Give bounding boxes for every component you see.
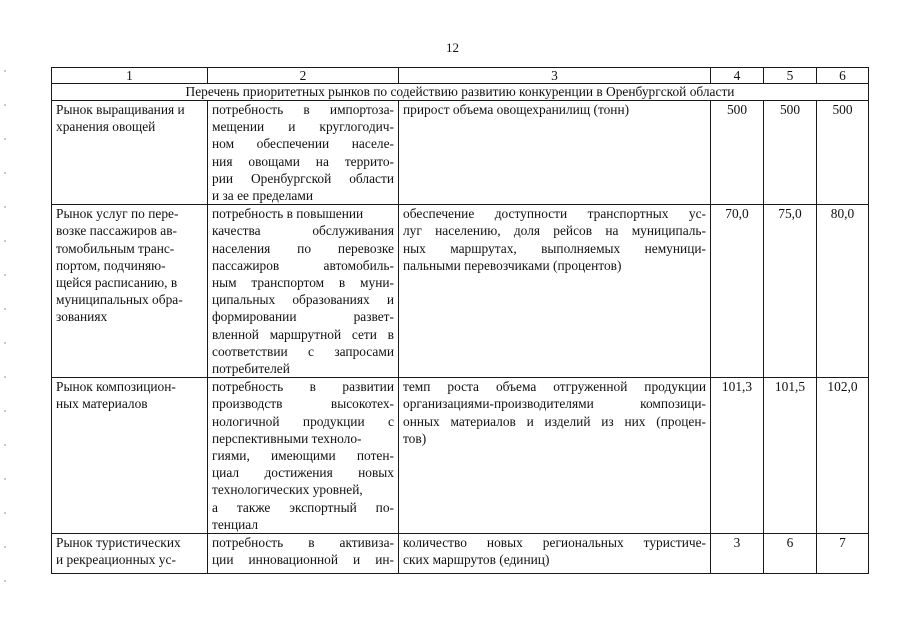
text-line: ным транспортом в муни- [212, 275, 394, 291]
text-line: пассажиров автомобиль- [212, 257, 394, 273]
text-line: Рынок выращивания и [56, 102, 185, 117]
market-name [52, 205, 208, 378]
text-line: потребность в активиза- [212, 535, 394, 551]
table-row [52, 205, 869, 378]
scan-margin-marks [4, 70, 6, 590]
table-row [52, 101, 869, 205]
text-line: мещении и круглогодич- [212, 119, 394, 135]
text-line: портом, подчиняю- [56, 257, 166, 273]
table-row [52, 534, 869, 574]
text-line: луг населению, доля рейсов на муниципаль- [403, 223, 706, 239]
table-row [52, 378, 869, 534]
market-name [52, 534, 208, 574]
text-line: щейся расписанию, в [56, 275, 178, 291]
market-name [52, 378, 208, 534]
value-col5: 500 [764, 101, 817, 205]
text-line: перспективными техноло- [212, 430, 362, 446]
market-name [52, 101, 208, 205]
indicator [399, 378, 711, 534]
text-line: потребность в повышении [212, 206, 364, 222]
text-line: соответствии с запросами [212, 343, 394, 359]
text-line: ципальных образованиях и [212, 292, 394, 308]
text-line: Рынок композицион- [56, 379, 176, 395]
value-col4: 3 [711, 534, 764, 574]
text-line: тов) [403, 430, 427, 446]
text-line: обеспечение доступности транспортных ус- [403, 206, 706, 222]
text-line: Рынок услуг по пере- [56, 206, 179, 222]
market-need [208, 534, 399, 574]
text-line: ских маршрутов (единиц) [403, 552, 550, 568]
market-need [208, 101, 399, 205]
text-line: ном обеспечении населе- [212, 136, 394, 152]
text-line: ных материалов [56, 396, 148, 412]
text-line: гиями, имеющими потен- [212, 448, 394, 464]
column-number: 5 [764, 68, 817, 84]
text-line: циал достижения новых [212, 465, 394, 481]
market-need [208, 378, 399, 534]
text-line: количество новых региональных туристиче- [403, 535, 706, 551]
text-line: зованиях [56, 309, 108, 325]
indicator [399, 101, 711, 205]
text-line: муниципальных обра- [56, 292, 183, 308]
indicator [399, 534, 711, 574]
text-line: возке пассажиров ав- [56, 223, 177, 239]
priority-markets-table [51, 67, 869, 574]
text-line: тенциал [212, 516, 259, 532]
page-number: 12 [446, 40, 459, 55]
text-line: пальными перевозчиками (процентов) [403, 257, 622, 273]
text-line: ции инновационной и ин- [212, 552, 394, 568]
value-col6: 7 [817, 534, 869, 574]
value-col6: 500 [817, 101, 869, 205]
text-line: и за ее пределами [212, 188, 313, 204]
text-line: нологичной продукции с [212, 413, 394, 429]
text-line: темп роста объема отгруженной продукции [403, 379, 706, 395]
text-line: Рынок туристических [56, 535, 181, 551]
market-need [208, 205, 399, 378]
text-line: ния овощами на террито- [212, 153, 394, 169]
column-number: 4 [711, 68, 764, 84]
text-line: потребность в импортоза- [212, 102, 394, 117]
value-col6: 102,0 [817, 378, 869, 534]
text-line: населения по перевозке [212, 240, 394, 256]
value-col5: 75,0 [764, 205, 817, 378]
text-line: томобильным транс- [56, 240, 175, 256]
value-col4: 70,0 [711, 205, 764, 378]
text-line: а также экспортный по- [212, 499, 394, 515]
text-line: производств высокотех- [212, 396, 394, 412]
text-line: организациями-производителями композици- [403, 396, 706, 412]
text-line: и рекреационных ус- [56, 552, 176, 568]
text-line: потребность в развитии [212, 379, 394, 395]
text-line: рии Оренбургской области [212, 170, 394, 186]
column-number: 2 [208, 68, 399, 84]
value-col5: 101,5 [764, 378, 817, 534]
text-line: качества обслуживания [212, 223, 394, 239]
text-line: прирост объема овощехранилищ (тонн) [403, 102, 630, 117]
column-number: 1 [52, 68, 208, 84]
text-line: хранения овощей [56, 119, 156, 135]
text-line: вленной маршрутной сети в [212, 326, 394, 342]
indicator [399, 205, 711, 378]
section-title: Перечень приоритетных рынков по содействию развитию конкуренции в Оренбургской области [52, 84, 869, 101]
text-line: онных материалов и изделий из них (процен- [403, 413, 706, 429]
value-col4: 101,3 [711, 378, 764, 534]
value-col6: 80,0 [817, 205, 869, 378]
value-col4: 500 [711, 101, 764, 205]
text-line: ных маршрутах, выполняемых немуници- [403, 240, 706, 256]
text-line: технологических уровней, [212, 482, 363, 498]
section-title-row [52, 84, 869, 101]
column-number: 6 [817, 68, 869, 84]
text-line: потребителей [212, 361, 290, 377]
column-number-row [52, 68, 869, 84]
text-line: формировании развет- [212, 309, 394, 325]
value-col5: 6 [764, 534, 817, 574]
column-number: 3 [399, 68, 711, 84]
